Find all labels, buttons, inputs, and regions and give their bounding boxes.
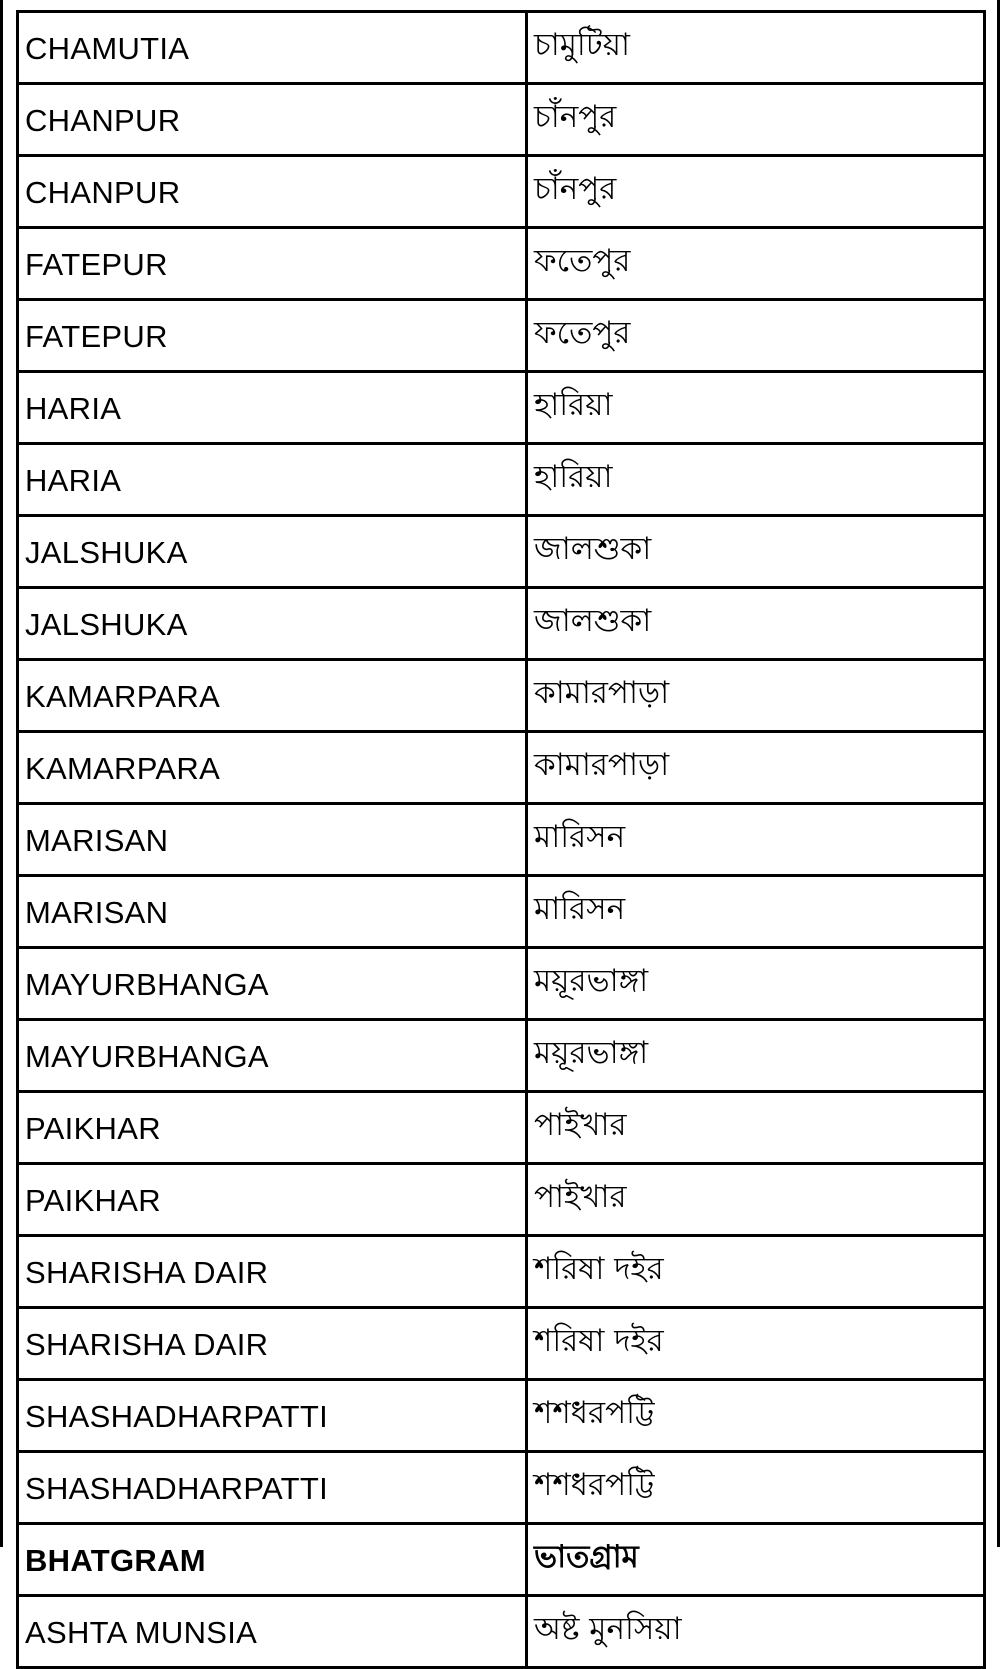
bengali-name-cell: চামুটিয়া	[527, 12, 985, 84]
table-row	[18, 1092, 985, 1164]
english-name-cell: SHASHADHARPATTI	[18, 1452, 527, 1524]
english-name-cell: MAYURBHANGA	[18, 948, 527, 1020]
table-body	[18, 12, 985, 1668]
bengali-name-cell: কামারপাড়া	[527, 732, 985, 804]
english-name-cell: MAYURBHANGA	[18, 1020, 527, 1092]
bengali-name-cell: ফতেপুর	[527, 228, 985, 300]
table-row	[18, 516, 985, 588]
english-name-cell: PAIKHAR	[18, 1164, 527, 1236]
table-row	[18, 156, 985, 228]
english-name-cell: CHANPUR	[18, 84, 527, 156]
english-name-cell: SHARISHA DAIR	[18, 1236, 527, 1308]
table-row	[18, 228, 985, 300]
bengali-name-cell: পাইখার	[527, 1164, 985, 1236]
bengali-name-cell: শরিষা দইর	[527, 1308, 985, 1380]
table-row	[18, 1236, 985, 1308]
table-row	[18, 300, 985, 372]
english-name-cell: ASHTA MUNSIA	[18, 1596, 527, 1668]
english-name-cell: SHASHADHARPATTI	[18, 1380, 527, 1452]
bengali-name-cell: অষ্ট মুনসিয়া	[527, 1596, 985, 1668]
place-name-table	[16, 10, 986, 1669]
left-border	[0, 0, 3, 1547]
bengali-name-cell: পাইখার	[527, 1092, 985, 1164]
table-row	[18, 1452, 985, 1524]
english-name-cell: PAIKHAR	[18, 1092, 527, 1164]
bengali-name-cell: চাঁনপুর	[527, 156, 985, 228]
table-row	[18, 1596, 985, 1668]
english-name-cell: FATEPUR	[18, 300, 527, 372]
bengali-name-cell: কামারপাড়া	[527, 660, 985, 732]
bengali-name-cell: শশধরপট্টি	[527, 1380, 985, 1452]
english-name-cell: HARIA	[18, 372, 527, 444]
table-row	[18, 1308, 985, 1380]
bengali-name-cell: চাঁনপুর	[527, 84, 985, 156]
bengali-name-cell: ময়ূরভাঙ্গা	[527, 1020, 985, 1092]
table-row	[18, 588, 985, 660]
english-name-cell: CHANPUR	[18, 156, 527, 228]
english-name-cell: MARISAN	[18, 804, 527, 876]
table-row	[18, 876, 985, 948]
english-name-cell: BHATGRAM	[18, 1524, 527, 1596]
bengali-name-cell: হারিয়া	[527, 444, 985, 516]
english-name-cell: KAMARPARA	[18, 732, 527, 804]
english-name-cell: FATEPUR	[18, 228, 527, 300]
bengali-name-cell: মারিসন	[527, 876, 985, 948]
table-row	[18, 1020, 985, 1092]
bengali-name-cell: জালশুকা	[527, 588, 985, 660]
english-name-cell: JALSHUKA	[18, 516, 527, 588]
table-row	[18, 12, 985, 84]
bengali-name-cell: জালশুকা	[527, 516, 985, 588]
english-name-cell: MARISAN	[18, 876, 527, 948]
table-row	[18, 1164, 985, 1236]
bengali-name-cell: শশধরপট্টি	[527, 1452, 985, 1524]
table-row	[18, 804, 985, 876]
table-row	[18, 84, 985, 156]
english-name-cell: HARIA	[18, 444, 527, 516]
table-row-heading	[18, 1524, 985, 1596]
table-row	[18, 732, 985, 804]
english-name-cell: SHARISHA DAIR	[18, 1308, 527, 1380]
bengali-name-cell: ফতেপুর	[527, 300, 985, 372]
english-name-cell: KAMARPARA	[18, 660, 527, 732]
bengali-name-cell: শরিষা দইর	[527, 1236, 985, 1308]
bengali-name-cell: হারিয়া	[527, 372, 985, 444]
table-row	[18, 372, 985, 444]
table-row	[18, 660, 985, 732]
table-row	[18, 444, 985, 516]
bengali-name-cell: ভাতগ্রাম	[527, 1524, 985, 1596]
table-row	[18, 1380, 985, 1452]
bengali-name-cell: ময়ূরভাঙ্গা	[527, 948, 985, 1020]
english-name-cell: JALSHUKA	[18, 588, 527, 660]
english-name-cell: CHAMUTIA	[18, 12, 527, 84]
table-row	[18, 948, 985, 1020]
bengali-name-cell: মারিসন	[527, 804, 985, 876]
